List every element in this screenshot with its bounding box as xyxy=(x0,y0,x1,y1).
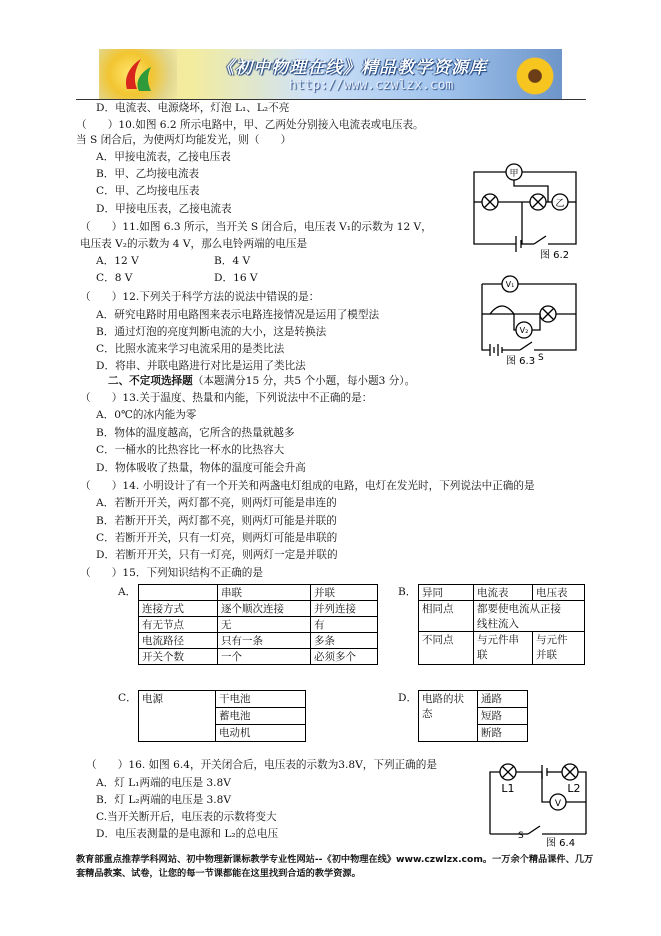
q14-option-c: C．若断开开关，只有一灯亮，则两灯可能是串联的 xyxy=(96,532,338,544)
q10-option-b: B．甲、乙均接电流表 xyxy=(96,168,200,180)
q10-option-a: A．甲接电流表，乙接电压表 xyxy=(96,151,231,163)
table-row xyxy=(419,601,585,632)
table-cell: 干电池 xyxy=(216,691,306,708)
figure-caption: 图 6.4 xyxy=(546,838,576,849)
table-row xyxy=(419,691,528,708)
q10-option-d: D．甲接电压表，乙接电流表 xyxy=(96,203,232,215)
table-row xyxy=(139,585,378,601)
site-logo xyxy=(99,49,177,99)
q16-stem: （ ）16. 如图 6.4，开关闭合后，电压表的示数为3.8V，下列正确的是 xyxy=(86,759,437,771)
q13-option-a: A．0℃的冰内能为零 xyxy=(96,409,197,421)
table-cell: 逐个顺次连接 xyxy=(218,601,311,617)
table-cell: 电动机 xyxy=(216,725,306,742)
q15-table-a xyxy=(138,584,378,665)
q13-option-d: D．物体吸收了热量，物体的温度可能会升高 xyxy=(96,462,306,474)
table-cell: 开关个数 xyxy=(139,649,218,665)
meter-jia-label: 甲 xyxy=(509,169,519,179)
table-cell: 并联 xyxy=(311,585,378,601)
q14-stem: （ ）14. 小明设计了有一个开关和两盏电灯组成的电路，电灯在发光时，下列说法中正确的是 xyxy=(80,480,535,492)
q11-option-b: B．4 V xyxy=(214,255,251,267)
q15-table-c xyxy=(138,690,306,742)
q16-option-c: C.当开关断开后，电压表的示数将变大 xyxy=(96,811,277,823)
circuit-figure-6-4 xyxy=(482,760,592,850)
q16-option-d: D．电压表测量的是电源和 L₂的总电压 xyxy=(96,828,279,840)
meter-yi-label: 乙 xyxy=(555,199,565,209)
table-cell: 只有一条 xyxy=(218,633,311,649)
table-cell: 有无节点 xyxy=(139,617,218,633)
table-cell: 电流路径 xyxy=(139,633,218,649)
q13-option-b: B．物体的温度越高，它所含的热量就越多 xyxy=(96,427,295,439)
same-line-1: 都要使电流从正接 xyxy=(477,603,561,615)
table-cell: 短路 xyxy=(478,708,528,725)
table-cell: 断路 xyxy=(478,725,528,742)
q14-option-a: A．若断开开关，两灯都不亮，则两灯可能是串连的 xyxy=(96,497,337,509)
q15-table-d-label: D． xyxy=(398,692,418,704)
circuit-figure-6-3 xyxy=(476,272,586,367)
q12-stem: （ ）12.下列关于科学方法的说法中错误的是： xyxy=(80,291,320,303)
table-row xyxy=(419,585,585,601)
q11-stem-cont: 电压表 V₂的示数为 4 V，那么电铃两端的电压是 xyxy=(80,238,308,250)
d-key-line-1: 电路的状 xyxy=(422,693,464,705)
table-cell: 异同 xyxy=(419,585,474,601)
table-cell: 无 xyxy=(218,617,311,633)
voltmeter-label: V xyxy=(554,799,562,809)
table-cell: 多条 xyxy=(311,633,378,649)
section-2-title: 二、不定项选择题 xyxy=(108,375,193,387)
q12-option-b: B．通过灯泡的亮度判断电流的大小，这是转换法 xyxy=(96,326,327,338)
table-row xyxy=(139,601,378,617)
switch-label: S xyxy=(518,831,524,841)
header-url[interactable]: http://www.czwlzx.com xyxy=(289,78,454,93)
diff-a-line-1: 与元件串 xyxy=(477,634,519,646)
circuit-figure-6-2 xyxy=(466,160,586,260)
q11-stem: （ ）11.如图 6.3 所示，当开关 S 闭合后，电压表 V₁的示数为 12 V， xyxy=(80,221,432,233)
q15-stem: （ ）15．下列知识结构不正确的是 xyxy=(80,567,263,579)
q15-table-b-label: B． xyxy=(398,586,417,598)
table-row xyxy=(139,691,306,708)
q15-table-b xyxy=(418,584,585,665)
lamp-l2-label: L2 xyxy=(567,782,581,795)
table-cell: 相同点 xyxy=(419,601,474,632)
page-footer: 教育部重点推荐学科网站、初中物理新课标教学专业性网站--《初中物理在线》www.czwlzx.com。一万余个精品课件、几万套精品教案、试卷，让您的每一节课都能在这里找到合适的教学资源。 xyxy=(76,854,594,879)
q14-option-d: D．若断开开关，只有一灯亮，则两灯一定是并联的 xyxy=(96,549,338,561)
q11-option-a: A．12 V xyxy=(96,255,139,267)
switch-label: S xyxy=(538,353,544,363)
q12-option-a: A．研究电路时用电路图来表示电路连接情况是运用了模型法 xyxy=(96,309,380,321)
figure-caption: 图 6.3 xyxy=(506,356,536,367)
lamp-l1-label: L1 xyxy=(501,782,515,795)
q11-option-d: D．16 V xyxy=(214,272,258,284)
figure-caption: 图 6.2 xyxy=(540,250,570,260)
q13-stem: （ ）13.关于温度、热量和内能，下列说法中不正确的是： xyxy=(80,392,373,404)
table-cell: 电流表 xyxy=(474,585,533,601)
section-2-note: （本题满分15 分，共5 个小题，每小题3 分）。 xyxy=(192,375,416,387)
table-row xyxy=(419,632,585,665)
table-row xyxy=(139,633,378,649)
q14-option-b: B．若断开开关，两灯都不亮，则两灯可能是并联的 xyxy=(96,515,337,527)
same-line-2: 线柱流入 xyxy=(477,618,519,630)
table-row xyxy=(139,617,378,633)
q15-table-a-label: A． xyxy=(118,586,137,598)
table-cell: 并列连接 xyxy=(311,601,378,617)
q10-option-c: C．甲、乙均接电压表 xyxy=(96,185,200,197)
table-cell xyxy=(533,632,585,665)
table-cell: 蓄电池 xyxy=(216,708,306,725)
d-key-line-2: 态 xyxy=(422,708,433,720)
sunflower-icon xyxy=(512,53,558,99)
table-cell xyxy=(474,632,533,665)
table-cell: 有 xyxy=(311,617,378,633)
voltmeter-v1-label: V₁ xyxy=(505,280,515,289)
table-cell: 必须多个 xyxy=(311,649,378,665)
diff-a-line-2: 联 xyxy=(477,649,488,661)
section-2-heading xyxy=(108,374,415,388)
table-cell xyxy=(474,601,585,632)
diff-b-line-1: 与元件 xyxy=(536,634,568,646)
table-row xyxy=(139,649,378,665)
table-cell: 连接方式 xyxy=(139,601,218,617)
q11-option-c: C．8 V xyxy=(96,272,133,284)
q9-option-d: D．电流表、电源烧坏，灯泡 L₁、L₂不亮 xyxy=(96,102,290,114)
header-divider xyxy=(76,99,586,100)
diff-b-line-2: 并联 xyxy=(536,649,557,661)
voltmeter-v2-label: V₂ xyxy=(519,326,529,335)
table-cell: 电压表 xyxy=(533,585,585,601)
table-cell: 一个 xyxy=(218,649,311,665)
q12-option-c: C．比照水流来学习电流采用的是类比法 xyxy=(96,343,285,355)
q13-option-c: C．一桶水的比热容比一杯水的比热容大 xyxy=(96,444,285,456)
q12-option-d: D．将串、并联电路进行对比是运用了类比法 xyxy=(96,360,306,372)
header-title: 《初中物理在线》精品教学资源库 xyxy=(217,58,487,78)
table-cell: 串联 xyxy=(218,585,311,601)
table-cell: 通路 xyxy=(478,691,528,708)
q10-stem-cont: 当 S 闭合后，为使两灯均能发光，则（ ） xyxy=(76,134,292,146)
q16-option-b: B．灯 L₂两端的电压是 3.8V xyxy=(96,794,232,806)
table-cell: 电源 xyxy=(139,691,216,742)
table-cell xyxy=(139,585,218,601)
header-banner xyxy=(99,49,562,99)
q15-table-c-label: C． xyxy=(118,692,137,704)
q16-option-a: A．灯 L₁两端的电压是 3.8V xyxy=(96,777,231,789)
table-cell: 不同点 xyxy=(419,632,474,665)
q10-stem: （ ）10.如图 6.2 所示电路中，甲、乙两处分别接入电流表或电压表。 xyxy=(76,119,424,131)
table-cell xyxy=(419,691,478,742)
q15-table-d xyxy=(418,690,528,742)
